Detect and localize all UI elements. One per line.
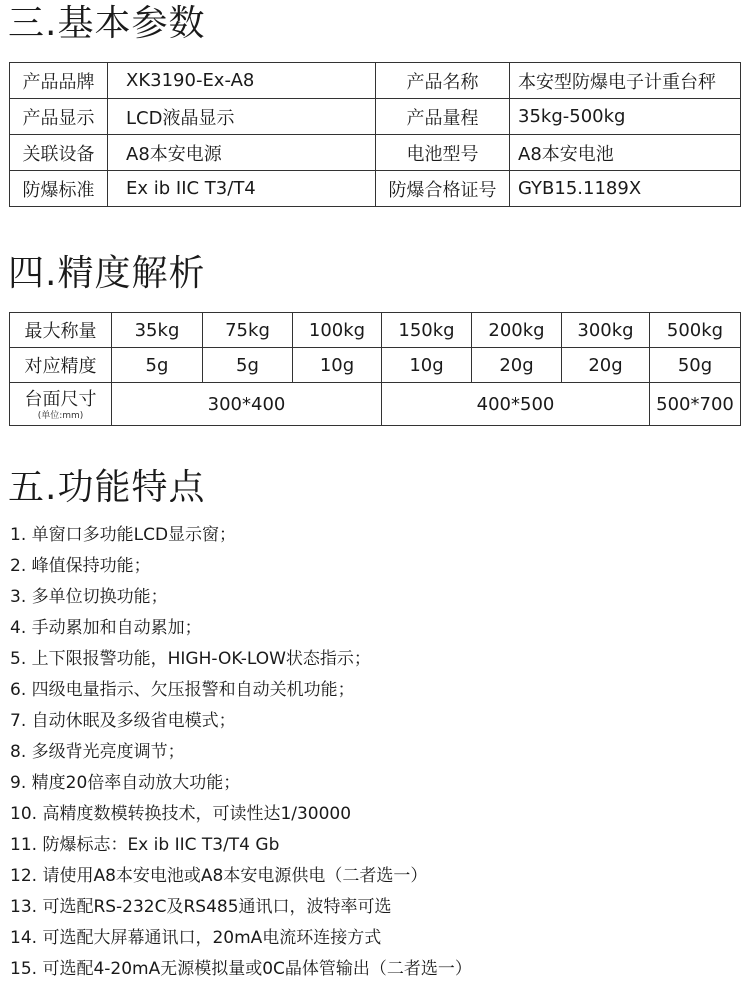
size-cell: 400*500 [382,383,650,426]
feature-item: 4. 手动累加和自动累加； [10,618,202,638]
table-row [10,135,741,171]
feature-item: 11. 防爆标志：Ex ib IIC T3/T4 Gb [10,835,280,855]
capacity-cell: 150kg [382,313,472,348]
section-title-precision: 四.精度解析 [8,253,206,294]
param-value: A8本安电源 [108,135,376,171]
size-unit: (单位:mm) [37,411,84,421]
param-value: LCD液晶显示 [108,99,376,135]
capacity-cell: 200kg [472,313,562,348]
capacity-cell: 100kg [293,313,382,348]
feature-item: 14. 可选配大屏幕通讯口，20mA电流环连接方式 [10,928,382,948]
table-row [10,99,741,135]
size-label: 台面尺寸 [24,389,97,410]
capacity-cell: 35kg [112,313,203,348]
param-label: 防爆标准 [10,171,108,207]
size-cell: 500*700 [650,383,741,426]
capacity-cell: 500kg [650,313,741,348]
feature-item: 9. 精度20倍率自动放大功能； [10,773,241,793]
table-row [10,383,741,426]
feature-item: 6. 四级电量指示、欠压报警和自动关机功能； [10,680,355,700]
feature-item: 12. 请使用A8本安电池或A8本安电源供电（二者选一） [10,866,428,886]
section-title-features: 五.功能特点 [8,467,206,508]
feature-list [10,520,472,985]
param-label: 产品名称 [376,63,510,99]
capacity-label: 最大称量 [10,313,112,348]
capacity-cell: 300kg [562,313,650,348]
accuracy-cell: 10g [382,348,472,383]
feature-item: 13. 可选配RS-232C及RS485通讯口，波特率可选 [10,897,392,917]
accuracy-cell: 20g [472,348,562,383]
accuracy-label: 对应精度 [10,348,112,383]
size-label-cell [10,383,112,426]
feature-item: 5. 上下限报警功能，HIGH-OK-LOW状态指示； [10,649,371,669]
feature-item: 7. 自动休眠及多级省电模式； [10,711,236,731]
param-label: 关联设备 [10,135,108,171]
capacity-cell: 75kg [203,313,293,348]
section-title-basic-params: 三.基本参数 [8,3,206,44]
feature-item: 15. 可选配4-20mA无源模拟量或0C晶体管输出（二者选一） [10,959,472,979]
precision-table [9,312,741,426]
accuracy-cell: 5g [203,348,293,383]
param-value: A8本安电池 [510,135,741,171]
accuracy-cell: 5g [112,348,203,383]
feature-item: 1. 单窗口多功能LCD显示窗； [10,525,237,545]
accuracy-cell: 10g [293,348,382,383]
basic-params-table [9,62,741,207]
param-value: Ex ib IIC T3/T4 [108,171,376,207]
param-label: 防爆合格证号 [376,171,510,207]
param-label: 产品量程 [376,99,510,135]
table-row [10,63,741,99]
table-row [10,348,741,383]
param-value: 本安型防爆电子计重台秤 [510,63,741,99]
param-label: 产品品牌 [10,63,108,99]
feature-item: 8. 多级背光亮度调节； [10,742,185,762]
size-cell: 300*400 [112,383,382,426]
feature-item: 10. 高精度数模转换技术，可读性达1/30000 [10,804,352,824]
param-label: 产品显示 [10,99,108,135]
param-label: 电池型号 [376,135,510,171]
feature-item: 2. 峰值保持功能； [10,556,151,576]
param-value: 35kg-500kg [510,99,741,135]
feature-item: 3. 多单位切换功能； [10,587,168,607]
param-value: GYB15.1189X [510,171,741,207]
table-row [10,171,741,207]
table-row [10,313,741,348]
param-value: XK3190-Ex-A8 [108,63,376,99]
accuracy-cell: 50g [650,348,741,383]
accuracy-cell: 20g [562,348,650,383]
